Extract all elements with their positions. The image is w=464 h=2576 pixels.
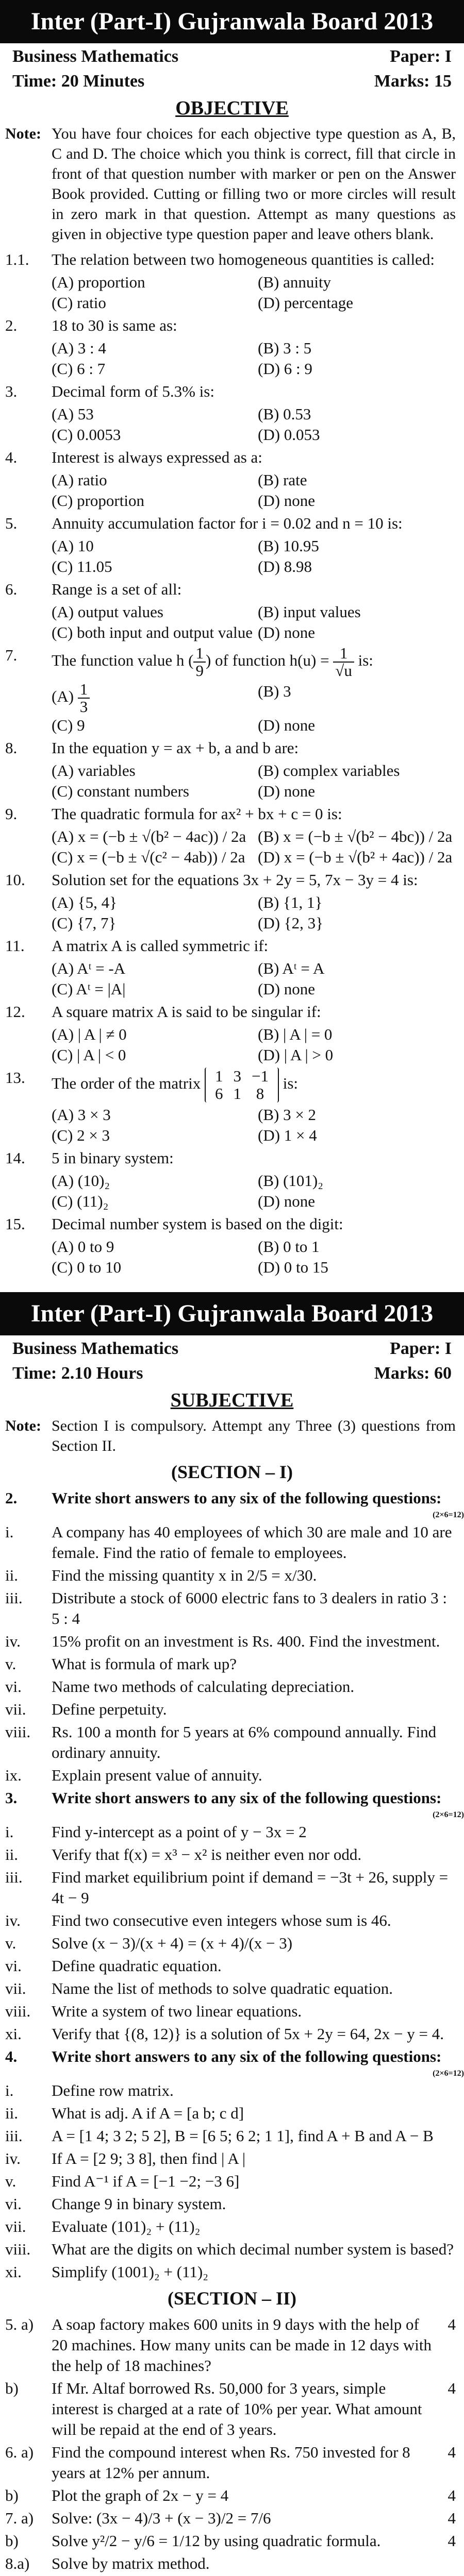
- option: (C) Aᵗ = |A|: [52, 980, 126, 998]
- long-question-item: [0, 2485, 464, 2506]
- question-text: Decimal number system is based on the digit:: [52, 1215, 343, 1233]
- objective-header-row-1: [0, 43, 464, 68]
- option: (A) 3 : 4: [52, 339, 106, 357]
- short-question-item: [0, 1631, 464, 1652]
- marks-allocation: (2×6=12): [433, 1511, 464, 1519]
- objective-question: [0, 645, 464, 679]
- option: (A) 10: [52, 537, 94, 555]
- item-number: ii.: [5, 1566, 18, 1584]
- question-number: 3.: [5, 1789, 18, 1807]
- note-text: Section I is compulsory. Attempt any Three (3) questions from Section II.: [52, 1417, 456, 1454]
- short-question-item: [0, 1565, 464, 1586]
- question-text: A matrix A is called symmetric if:: [52, 937, 269, 955]
- option: (A) variables: [52, 761, 136, 779]
- item-number: viii.: [5, 1723, 31, 1741]
- item-text: Rs. 100 a month for 5 years at 6% compound annually. Find ordinary annuity.: [52, 1723, 437, 1761]
- short-question-item: [0, 1588, 464, 1629]
- option: (B) | A | = 0: [258, 1025, 333, 1043]
- question-number: 4.: [5, 448, 18, 466]
- option: (D) {2, 3}: [258, 914, 324, 932]
- short-question-item: [0, 1765, 464, 1786]
- question-number: 7.: [5, 646, 18, 664]
- question-title: Write short answers to any six of the following questions:: [52, 1789, 442, 1807]
- long-question-item: [0, 2442, 464, 2483]
- item-text: 15% profit on an investment is Rs. 400. Find the investment.: [52, 1632, 440, 1650]
- item-text: Change 9 in binary system.: [52, 2195, 226, 2213]
- item-text: What is formula of mark up?: [52, 1655, 237, 1673]
- note-label: Note:: [5, 125, 41, 142]
- objective-question: [0, 1002, 464, 1022]
- item-text: Name two methods of calculating depreciation.: [52, 1677, 355, 1696]
- item-number: i.: [5, 2081, 14, 2099]
- answer-options: [0, 272, 464, 313]
- marks-allocation: (2×6=12): [433, 2069, 464, 2078]
- item-text: Find the missing quantity x in 2/5 = x/30.: [52, 1566, 317, 1584]
- option: (B) complex variables: [258, 761, 400, 779]
- subjective-header-row-1: [0, 1335, 464, 1360]
- question-number: 2.: [5, 1489, 18, 1507]
- item-marks: [435, 2553, 456, 2574]
- numerator: 1: [339, 644, 348, 662]
- item-text: A soap factory makes 600 units in 9 days with the help of 20 machines. How many units can be made in 12 days with the help of 18 machines?: [52, 2315, 432, 2375]
- answer-options: [0, 470, 464, 511]
- item-text: Verify that {(8, 12)} is a solution of 5x + 2y = 64, 2x − y = 4.: [52, 2025, 444, 2043]
- option: (C) both input and output value: [52, 623, 253, 641]
- item-number: vi.: [5, 2195, 22, 2213]
- item-text: Find A⁻¹ if A = [−1 −2; −3 6]: [52, 2172, 240, 2190]
- short-question-item: [0, 1522, 464, 1563]
- objective-question: [0, 249, 464, 270]
- question-text: 5 in binary system:: [52, 1149, 174, 1167]
- long-question-item: [0, 2314, 464, 2376]
- option: (C) 0.0053: [52, 426, 121, 444]
- item-text: Find market equilibrium point if demand = −3t + 26, supply = 4t − 9: [52, 1868, 449, 1907]
- option: (C) 11.05: [52, 557, 112, 575]
- section-1-title: (SECTION – I): [171, 1462, 293, 1482]
- question-text: The function value h ( $\frac{1}{9}$ ) of function h(u) = $\frac{1}{√u}$ is:: [52, 644, 373, 680]
- matrix-column: [246, 1067, 274, 1103]
- short-question-item: [0, 1910, 464, 1931]
- matrix-cell: 3: [233, 1067, 241, 1085]
- item-text: Find the compound interest when Rs. 750 invested for 8 years at 12% per annum.: [52, 2443, 410, 2482]
- objective-question: [0, 1148, 464, 1168]
- question-text: The order of the matrix 1 6 3 1 −1 8 is:: [52, 1067, 298, 1103]
- option: (D) none: [258, 782, 316, 800]
- item-number: 6. a): [5, 2443, 34, 2461]
- short-question-item: [0, 1956, 464, 1976]
- question-number: 3.: [5, 382, 18, 400]
- short-question-item: [0, 2103, 464, 2124]
- answer-options: [0, 892, 464, 934]
- item-number: b): [5, 2379, 19, 2397]
- short-question-item: [0, 2262, 464, 2282]
- objective-question: [0, 1067, 464, 1103]
- item-text: If A = [2 9; 3 8], then find | A |: [52, 2149, 246, 2167]
- matrix-column: [228, 1067, 246, 1103]
- option: (A) (10)₂: [52, 1172, 110, 1190]
- question-number: 15.: [5, 1215, 25, 1233]
- objective-banner: Inter (Part-I) Gujranwala Board 2013: [0, 0, 464, 43]
- question-number: 5.: [5, 514, 18, 532]
- option: (C) 0 to 10: [52, 1258, 122, 1276]
- item-text: Plot the graph of 2x − y = 4: [52, 2486, 229, 2504]
- question-number: 12.: [5, 1003, 25, 1021]
- option: (A) proportion: [52, 273, 145, 291]
- option: (D) | A | > 0: [258, 1046, 334, 1064]
- question-title: Write short answers to any six of the following questions:: [52, 1489, 442, 1507]
- short-question-item: [0, 1844, 464, 1865]
- option: (B) 0.53: [258, 405, 311, 423]
- option: (D) x = (−b ± √(b² + 4ac)) / 2a: [258, 848, 453, 866]
- item-text: Write a system of two linear equations.: [52, 2002, 302, 2020]
- objective-question: [0, 381, 464, 402]
- option: (A) 53: [52, 405, 94, 423]
- answer-options: [0, 536, 464, 577]
- option: (D) none: [258, 492, 316, 510]
- objective-question: [0, 804, 464, 824]
- answer-options: [0, 338, 464, 379]
- short-question-item: [0, 2024, 464, 2044]
- question-number: 6.: [5, 580, 18, 598]
- short-question-item: [0, 1699, 464, 1720]
- option: (D) none: [258, 623, 316, 641]
- item-text: If Mr. Altaf borrowed Rs. 50,000 for 3 years, simple interest is charged at a rate of 10% per year. What amount will be repaid at the end of 3 years.: [52, 2379, 422, 2438]
- item-number: iv.: [5, 1632, 21, 1650]
- section-2-title: (SECTION – II): [167, 2288, 297, 2309]
- question-number: 2.: [5, 316, 18, 334]
- option: (B) 3: [258, 682, 291, 700]
- short-question-heading: [0, 1788, 464, 1808]
- short-question-item: [0, 1722, 464, 1763]
- objective-header-row-2: [0, 68, 464, 93]
- question-number: 9.: [5, 805, 18, 823]
- short-question-item: [0, 2126, 464, 2146]
- short-question-item: [0, 1822, 464, 1842]
- answer-options: [0, 404, 464, 445]
- option: (B) input values: [258, 603, 361, 621]
- item-number: iv.: [5, 2149, 21, 2167]
- item-number: b): [5, 2486, 19, 2504]
- item-number: v.: [5, 2172, 16, 2190]
- option: (B) (101)₂: [258, 1172, 324, 1190]
- subjective-banner: Inter (Part-I) Gujranwala Board 2013: [0, 1292, 464, 1335]
- item-number: vi.: [5, 1677, 22, 1696]
- item-number: vii.: [5, 2217, 26, 2235]
- question-text: 18 to 30 is same as:: [52, 316, 177, 334]
- item-text: Solve y²/2 − y/6 = 1/12 by using quadratic formula.: [52, 2532, 381, 2550]
- objective-question: [0, 738, 464, 758]
- option: (A) Aᵗ = -A: [52, 959, 126, 977]
- matrix: [205, 1067, 279, 1103]
- short-question-item: [0, 2148, 464, 2169]
- item-number: iv.: [5, 1911, 21, 1929]
- item-number: i.: [5, 1823, 14, 1841]
- item-text: Solve: (3x − 4)/3 + (x − 3)/2 = 7/6: [52, 2509, 271, 2527]
- long-question-item: [0, 2508, 464, 2529]
- item-marks: 4: [448, 2379, 456, 2397]
- objective-question: [0, 936, 464, 956]
- option: (A) $\frac{1}{3}$: [52, 681, 258, 715]
- item-number: ii.: [5, 2104, 18, 2122]
- option: (B) 3 : 5: [258, 339, 312, 357]
- item-number: viii.: [5, 2002, 31, 2020]
- short-question-heading: [0, 2046, 464, 2067]
- option: (C) ratio: [52, 294, 106, 312]
- item-number: ix.: [5, 1766, 22, 1784]
- item-text: Solve (x − 3)/(x + 4) = (x + 4)/(x − 3): [52, 1934, 293, 1952]
- question-text: The relation between two homogeneous quantities is called:: [52, 250, 435, 268]
- short-question-item: [0, 2001, 464, 2022]
- item-text: Find y-intercept as a point of y − 3x = 2: [52, 1823, 307, 1841]
- option: (C) constant numbers: [52, 782, 189, 800]
- item-text: Distribute a stock of 6000 electric fans to 3 dealers in ratio 3 : 5 : 4: [52, 1589, 448, 1628]
- note-label: Note:: [5, 1417, 41, 1434]
- item-text: A company has 40 employees of which 30 are male and 10 are female. Find the ratio of female to employees.: [52, 1523, 452, 1562]
- short-question-item: [0, 2216, 464, 2237]
- time-label: Time: 2.10 Hours: [12, 1364, 143, 1383]
- short-question-item: [0, 1933, 464, 1954]
- item-text: What are the digits on which decimal number system is based?: [52, 2240, 454, 2258]
- short-question-item: [0, 1676, 464, 1697]
- answer-options: [0, 602, 464, 643]
- option: (C) 6 : 7: [52, 360, 106, 378]
- item-number: iii.: [5, 1868, 23, 1886]
- objective-question: [0, 513, 464, 534]
- short-question-heading: [0, 1488, 464, 1509]
- matrix-cell: 8: [256, 1084, 264, 1103]
- item-text: Verify that f(x) = x³ − x² is neither even nor odd.: [52, 1845, 362, 1863]
- matrix-cell: −1: [251, 1067, 269, 1085]
- subject-label: Business Mathematics: [12, 47, 179, 66]
- question-title: Write short answers to any six of the following questions:: [52, 2047, 442, 2065]
- long-questions: [0, 2314, 464, 2576]
- question-number: 14.: [5, 1149, 25, 1167]
- option: (B) Aᵗ = A: [258, 959, 325, 977]
- item-number: 7. a): [5, 2509, 34, 2527]
- item-marks: 4: [448, 2315, 456, 2333]
- short-questions: [0, 1488, 464, 2282]
- fraction: [78, 681, 90, 715]
- subjective-note: [0, 1416, 464, 1456]
- short-question-item: [0, 2239, 464, 2260]
- item-number: xi.: [5, 2263, 22, 2281]
- option: (B) 3 × 2: [258, 1106, 317, 1124]
- objective-question: [0, 870, 464, 890]
- option: (A) 0 to 9: [52, 1238, 114, 1256]
- paper-label: Paper: I: [390, 47, 452, 66]
- option: (A) {5, 4}: [52, 893, 118, 911]
- item-number: 8.a): [5, 2554, 30, 2572]
- answer-options: [0, 1024, 464, 1065]
- question-number: 8.: [5, 739, 18, 757]
- option: (B) x = (−b ± √(b² − 4bc)) / 2a: [258, 827, 453, 845]
- item-number: ii.: [5, 1845, 18, 1863]
- time-label: Time: 20 Minutes: [12, 72, 145, 91]
- option: (D) percentage: [258, 294, 354, 312]
- option: (C) x = (−b ± √(c² − 4ab)) / 2a: [52, 848, 245, 866]
- note-text: You have four choices for each objective type question as A, B, C and D. The choice which you think is correct, fill that circle in front of that question number with marker or pen on the Answer Book provided. Cutting or filling two or more circles will result in zero mark in that question. Attempt as many questions as given in objective type question paper and leave others blank.: [52, 125, 456, 243]
- item-text: Solve by matrix method.: [52, 2554, 210, 2572]
- subject-label: Business Mathematics: [12, 1339, 179, 1358]
- item-text: Evaluate (101)₂ + (11)₂: [52, 2217, 201, 2235]
- item-text: Define row matrix.: [52, 2081, 174, 2099]
- short-question-item: [0, 1867, 464, 1908]
- item-number: vii.: [5, 1979, 26, 1997]
- denominator: 3: [78, 698, 90, 715]
- item-marks: 4: [448, 2509, 456, 2527]
- answer-options: [0, 826, 464, 868]
- question-text: Decimal form of 5.3% is:: [52, 382, 214, 400]
- question-text: Range is a set of all:: [52, 580, 182, 598]
- option: (A) ratio: [52, 471, 107, 489]
- option: (C) (11)₂: [52, 1192, 109, 1210]
- item-marks: 4: [448, 2486, 456, 2504]
- item-number: viii.: [5, 2240, 31, 2258]
- objective-title: OBJECTIVE: [175, 97, 289, 119]
- option: (A) output values: [52, 603, 163, 621]
- item-number: iii.: [5, 1589, 23, 1607]
- short-question-item: [0, 2171, 464, 2192]
- item-number: i.: [5, 1523, 14, 1541]
- question-text: A square matrix A is said to be singular if:: [52, 1003, 321, 1021]
- answer-options: [0, 1105, 464, 1146]
- objective-question: [0, 315, 464, 336]
- answer-options: [0, 1236, 464, 1278]
- matrix-cell: 6: [214, 1084, 223, 1103]
- item-text: Explain present value of annuity.: [52, 1766, 262, 1784]
- item-number: xi.: [5, 2025, 22, 2043]
- matrix-column: [210, 1067, 228, 1103]
- objective-question: [0, 579, 464, 600]
- item-text: A = [1 4; 3 2; 5 2], B = [6 5; 6 2; 1 1], find A + B and A − B: [52, 2127, 434, 2145]
- item-number: vi.: [5, 1957, 22, 1975]
- answer-options: [0, 760, 464, 802]
- question-text: Annuity accumulation factor for i = 0.02 and n = 10 is:: [52, 514, 403, 532]
- question-number: 13.: [5, 1069, 25, 1087]
- question-text: Solution set for the equations 3x + 2y = 5, 7x − 3y = 4 is:: [52, 871, 418, 889]
- answer-options: [0, 1171, 464, 1212]
- item-text: Define perpetuity.: [52, 1700, 167, 1718]
- item-text: What is adj. A if A = [a b; c d]: [52, 2104, 244, 2122]
- option: (B) 0 to 1: [258, 1238, 320, 1256]
- question-text: Interest is always expressed as a:: [52, 448, 262, 466]
- option: (C) 2 × 3: [52, 1126, 110, 1144]
- option: (B) rate: [258, 471, 307, 489]
- objective-question: [0, 1214, 464, 1234]
- option: (D) none: [258, 1192, 316, 1210]
- question-number: 4.: [5, 2047, 18, 2065]
- question-number: 1.1.: [5, 250, 29, 268]
- item-text: Define quadratic equation.: [52, 1957, 222, 1975]
- option: (A) 3 × 3: [52, 1106, 111, 1124]
- question-number: 11.: [5, 937, 25, 955]
- option: (A) | A | ≠ 0: [52, 1025, 127, 1043]
- question-text: In the equation y = ax + b, a and b are:: [52, 739, 299, 757]
- option: (D) 8.98: [258, 557, 312, 575]
- short-question-item: [0, 1654, 464, 1674]
- item-text: Name the list of methods to solve quadratic equation.: [52, 1979, 393, 1997]
- short-question-item: [0, 2194, 464, 2214]
- option: (A) x = (−b ± √(b² − 4ac)) / 2a: [52, 827, 246, 845]
- answer-options: [0, 681, 464, 736]
- option: (D) 0.053: [258, 426, 320, 444]
- subjective-title: SUBJECTIVE: [170, 1389, 294, 1411]
- numerator: 1: [79, 680, 88, 698]
- option: (C) | A | < 0: [52, 1046, 126, 1064]
- item-number: iii.: [5, 2127, 23, 2145]
- fraction: [333, 645, 354, 679]
- short-question-item: [0, 2080, 464, 2101]
- item-number: v.: [5, 1934, 16, 1952]
- item-number: b): [5, 2532, 19, 2550]
- fraction: [193, 645, 206, 679]
- option: (D) none: [258, 716, 316, 734]
- item-number: v.: [5, 1655, 16, 1673]
- option: (C) proportion: [52, 492, 144, 510]
- item-marks: 4: [448, 2532, 456, 2550]
- denominator: √u: [333, 662, 354, 679]
- item-marks: 4: [448, 2443, 456, 2461]
- item-text: Simplify (1001)₂ + (11)₂: [52, 2263, 209, 2281]
- answer-options: [0, 958, 464, 999]
- marks-label: Marks: 60: [374, 1364, 452, 1383]
- option: (D) 1 × 4: [258, 1126, 317, 1144]
- objective-questions: [0, 249, 464, 1278]
- denominator: 9: [193, 662, 206, 679]
- objective-note: [0, 124, 464, 244]
- option: (B) {1, 1}: [258, 893, 323, 911]
- option: (B) annuity: [258, 273, 332, 291]
- option: (D) 6 : 9: [258, 360, 312, 378]
- objective-question: [0, 447, 464, 468]
- subjective-header-row-2: [0, 1360, 464, 1385]
- option: (D) 0 to 15: [258, 1258, 328, 1276]
- option: (C) 9: [52, 716, 85, 734]
- item-number: 5. a): [5, 2315, 34, 2333]
- matrix-cell: 1: [233, 1084, 241, 1103]
- long-question-item: [0, 2553, 464, 2574]
- option: (C) {7, 7}: [52, 914, 117, 932]
- paper-label: Paper: I: [390, 1339, 452, 1358]
- short-question-item: [0, 1978, 464, 1999]
- long-question-item: [0, 2378, 464, 2440]
- numerator: 1: [195, 644, 204, 662]
- item-number: vii.: [5, 1700, 26, 1718]
- question-number: 10.: [5, 871, 25, 889]
- long-question-item: [0, 2531, 464, 2551]
- marks-allocation: (2×6=12): [433, 1810, 464, 1819]
- item-text: Find two consecutive even integers whose sum is 46.: [52, 1911, 391, 1929]
- matrix-cell: 1: [214, 1067, 223, 1085]
- question-text: The quadratic formula for ax² + bx + c = 0 is:: [52, 805, 342, 823]
- option: (D) none: [258, 980, 316, 998]
- option: (B) 10.95: [258, 537, 319, 555]
- marks-label: Marks: 15: [374, 72, 452, 91]
